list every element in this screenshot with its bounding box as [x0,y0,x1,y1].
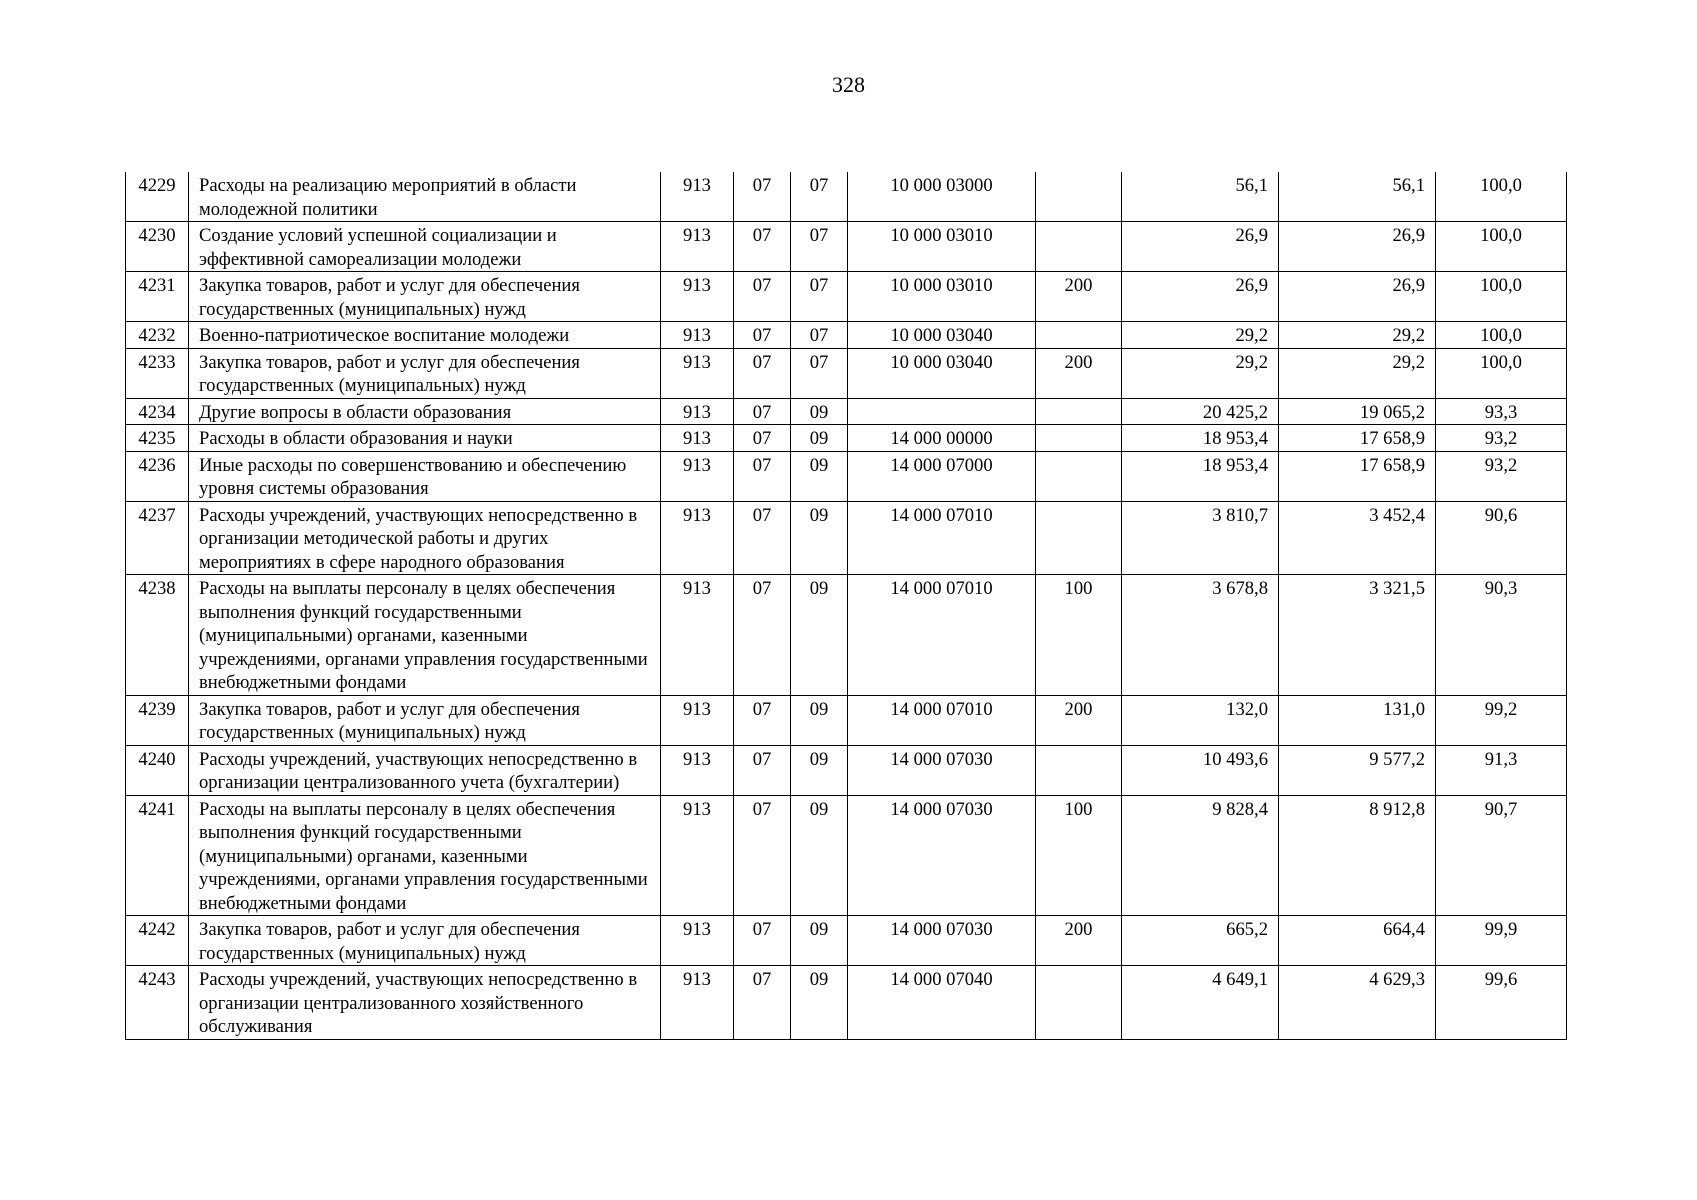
actual-amount-cell: 26,9 [1279,272,1436,322]
admin-code-cell: 913 [661,348,734,398]
actual-amount-cell: 17 658,9 [1279,425,1436,452]
subsection-code-cell: 07 [791,172,848,222]
table-row [126,966,1567,1040]
expense-type-cell: 200 [1036,348,1122,398]
planned-amount-cell: 26,9 [1122,272,1279,322]
target-article-cell: 14 000 07010 [848,575,1036,696]
admin-code-cell: 913 [661,272,734,322]
target-article-cell: 14 000 07010 [848,501,1036,575]
execution-percent-cell: 100,0 [1436,272,1567,322]
section-code-cell: 07 [734,272,791,322]
actual-amount-cell: 3 452,4 [1279,501,1436,575]
table-row [126,451,1567,501]
expense-type-cell [1036,966,1122,1040]
row-number-cell: 4233 [126,348,189,398]
admin-code-cell: 913 [661,425,734,452]
actual-amount-cell: 19 065,2 [1279,398,1436,425]
expense-name-cell: Расходы на выплаты персоналу в целях обеспечения выполнения функций государственными (муниципальными) органами, казенными учреждениями, органами управления государственными внебюджетными фондами [189,795,661,916]
expense-type-cell [1036,501,1122,575]
planned-amount-cell: 132,0 [1122,695,1279,745]
row-number-cell: 4238 [126,575,189,696]
section-code-cell: 07 [734,575,791,696]
expense-type-cell: 200 [1036,272,1122,322]
expense-type-cell [1036,322,1122,349]
table-row [126,575,1567,696]
actual-amount-cell: 26,9 [1279,222,1436,272]
expense-name-cell: Закупка товаров, работ и услуг для обеспечения государственных (муниципальных) нужд [189,916,661,966]
table-row [126,745,1567,795]
expense-type-cell: 200 [1036,695,1122,745]
expense-name-cell: Расходы в области образования и науки [189,425,661,452]
target-article-cell: 14 000 07030 [848,916,1036,966]
execution-percent-cell: 93,3 [1436,398,1567,425]
budget-table-body [126,172,1567,1039]
subsection-code-cell: 09 [791,501,848,575]
admin-code-cell: 913 [661,795,734,916]
planned-amount-cell: 665,2 [1122,916,1279,966]
actual-amount-cell: 56,1 [1279,172,1436,222]
page-number: 328 [832,72,865,97]
section-code-cell: 07 [734,222,791,272]
section-code-cell: 07 [734,795,791,916]
planned-amount-cell: 18 953,4 [1122,425,1279,452]
subsection-code-cell: 07 [791,272,848,322]
admin-code-cell: 913 [661,916,734,966]
admin-code-cell: 913 [661,966,734,1040]
admin-code-cell: 913 [661,745,734,795]
execution-percent-cell: 100,0 [1436,172,1567,222]
planned-amount-cell: 3 678,8 [1122,575,1279,696]
subsection-code-cell: 09 [791,795,848,916]
execution-percent-cell: 99,2 [1436,695,1567,745]
expense-name-cell: Закупка товаров, работ и услуг для обеспечения государственных (муниципальных) нужд [189,695,661,745]
row-number-cell: 4240 [126,745,189,795]
planned-amount-cell: 4 649,1 [1122,966,1279,1040]
expense-name-cell: Иные расходы по совершенствованию и обеспечению уровня системы образования [189,451,661,501]
section-code-cell: 07 [734,501,791,575]
target-article-cell [848,398,1036,425]
expense-type-cell: 200 [1036,916,1122,966]
target-article-cell: 10 000 03010 [848,272,1036,322]
table-row [126,501,1567,575]
section-code-cell: 07 [734,425,791,452]
target-article-cell: 10 000 03000 [848,172,1036,222]
expense-name-cell: Расходы учреждений, участвующих непосредственно в организации централизованного хозяйственного обслуживания [189,966,661,1040]
target-article-cell: 10 000 03040 [848,348,1036,398]
planned-amount-cell: 3 810,7 [1122,501,1279,575]
admin-code-cell: 913 [661,501,734,575]
execution-percent-cell: 100,0 [1436,348,1567,398]
section-code-cell: 07 [734,172,791,222]
target-article-cell: 14 000 00000 [848,425,1036,452]
target-article-cell: 14 000 07010 [848,695,1036,745]
subsection-code-cell: 07 [791,322,848,349]
actual-amount-cell: 9 577,2 [1279,745,1436,795]
table-row [126,425,1567,452]
admin-code-cell: 913 [661,575,734,696]
budget-table [125,172,1567,1040]
row-number-cell: 4232 [126,322,189,349]
planned-amount-cell: 29,2 [1122,322,1279,349]
planned-amount-cell: 20 425,2 [1122,398,1279,425]
execution-percent-cell: 91,3 [1436,745,1567,795]
row-number-cell: 4230 [126,222,189,272]
table-row [126,172,1567,222]
admin-code-cell: 913 [661,451,734,501]
table-row [126,322,1567,349]
row-number-cell: 4237 [126,501,189,575]
subsection-code-cell: 09 [791,451,848,501]
section-code-cell: 07 [734,916,791,966]
expense-type-cell [1036,398,1122,425]
expense-name-cell: Военно-патриотическое воспитание молодежи [189,322,661,349]
actual-amount-cell: 3 321,5 [1279,575,1436,696]
row-number-cell: 4239 [126,695,189,745]
expense-name-cell: Другие вопросы в области образования [189,398,661,425]
planned-amount-cell: 26,9 [1122,222,1279,272]
planned-amount-cell: 9 828,4 [1122,795,1279,916]
subsection-code-cell: 09 [791,425,848,452]
expense-type-cell [1036,451,1122,501]
section-code-cell: 07 [734,451,791,501]
row-number-cell: 4231 [126,272,189,322]
admin-code-cell: 913 [661,398,734,425]
execution-percent-cell: 90,3 [1436,575,1567,696]
admin-code-cell: 913 [661,172,734,222]
table-row [126,222,1567,272]
execution-percent-cell: 100,0 [1436,322,1567,349]
subsection-code-cell: 09 [791,966,848,1040]
target-article-cell: 14 000 07040 [848,966,1036,1040]
row-number-cell: 4236 [126,451,189,501]
planned-amount-cell: 18 953,4 [1122,451,1279,501]
expense-type-cell [1036,172,1122,222]
table-row [126,795,1567,916]
target-article-cell: 14 000 07000 [848,451,1036,501]
section-code-cell: 07 [734,695,791,745]
expense-type-cell [1036,222,1122,272]
actual-amount-cell: 8 912,8 [1279,795,1436,916]
execution-percent-cell: 99,6 [1436,966,1567,1040]
subsection-code-cell: 09 [791,575,848,696]
execution-percent-cell: 90,7 [1436,795,1567,916]
expense-type-cell: 100 [1036,575,1122,696]
subsection-code-cell: 09 [791,745,848,795]
subsection-code-cell: 09 [791,695,848,745]
planned-amount-cell: 10 493,6 [1122,745,1279,795]
expense-type-cell [1036,745,1122,795]
target-article-cell: 14 000 07030 [848,745,1036,795]
target-article-cell: 14 000 07030 [848,795,1036,916]
table-row [126,695,1567,745]
actual-amount-cell: 17 658,9 [1279,451,1436,501]
section-code-cell: 07 [734,348,791,398]
execution-percent-cell: 93,2 [1436,425,1567,452]
expense-name-cell: Закупка товаров, работ и услуг для обеспечения государственных (муниципальных) нужд [189,348,661,398]
actual-amount-cell: 4 629,3 [1279,966,1436,1040]
execution-percent-cell: 90,6 [1436,501,1567,575]
table-row [126,348,1567,398]
section-code-cell: 07 [734,322,791,349]
target-article-cell: 10 000 03010 [848,222,1036,272]
execution-percent-cell: 93,2 [1436,451,1567,501]
expense-type-cell: 100 [1036,795,1122,916]
actual-amount-cell: 131,0 [1279,695,1436,745]
row-number-cell: 4243 [126,966,189,1040]
expense-type-cell [1036,425,1122,452]
actual-amount-cell: 29,2 [1279,348,1436,398]
table-row [126,916,1567,966]
admin-code-cell: 913 [661,322,734,349]
table-row [126,272,1567,322]
row-number-cell: 4242 [126,916,189,966]
table-row [126,398,1567,425]
admin-code-cell: 913 [661,222,734,272]
subsection-code-cell: 09 [791,916,848,966]
admin-code-cell: 913 [661,695,734,745]
subsection-code-cell: 09 [791,398,848,425]
subsection-code-cell: 07 [791,348,848,398]
expense-name-cell: Расходы учреждений, участвующих непосредственно в организации централизованного учета (бухгалтерии) [189,745,661,795]
execution-percent-cell: 99,9 [1436,916,1567,966]
section-code-cell: 07 [734,745,791,795]
expense-name-cell: Расходы на выплаты персоналу в целях обеспечения выполнения функций государственными (муниципальными) органами, казенными учреждениями, органами управления государственными внебюджетными фондами [189,575,661,696]
planned-amount-cell: 56,1 [1122,172,1279,222]
actual-amount-cell: 664,4 [1279,916,1436,966]
actual-amount-cell: 29,2 [1279,322,1436,349]
row-number-cell: 4234 [126,398,189,425]
target-article-cell: 10 000 03040 [848,322,1036,349]
expense-name-cell: Создание условий успешной социализации и эффективной самореализации молодежи [189,222,661,272]
execution-percent-cell: 100,0 [1436,222,1567,272]
row-number-cell: 4229 [126,172,189,222]
section-code-cell: 07 [734,398,791,425]
section-code-cell: 07 [734,966,791,1040]
row-number-cell: 4235 [126,425,189,452]
row-number-cell: 4241 [126,795,189,916]
planned-amount-cell: 29,2 [1122,348,1279,398]
expense-name-cell: Расходы на реализацию мероприятий в области молодежной политики [189,172,661,222]
expense-name-cell: Расходы учреждений, участвующих непосредственно в организации методической работы и других мероприятиях в сфере народного образования [189,501,661,575]
expense-name-cell: Закупка товаров, работ и услуг для обеспечения государственных (муниципальных) нужд [189,272,661,322]
subsection-code-cell: 07 [791,222,848,272]
